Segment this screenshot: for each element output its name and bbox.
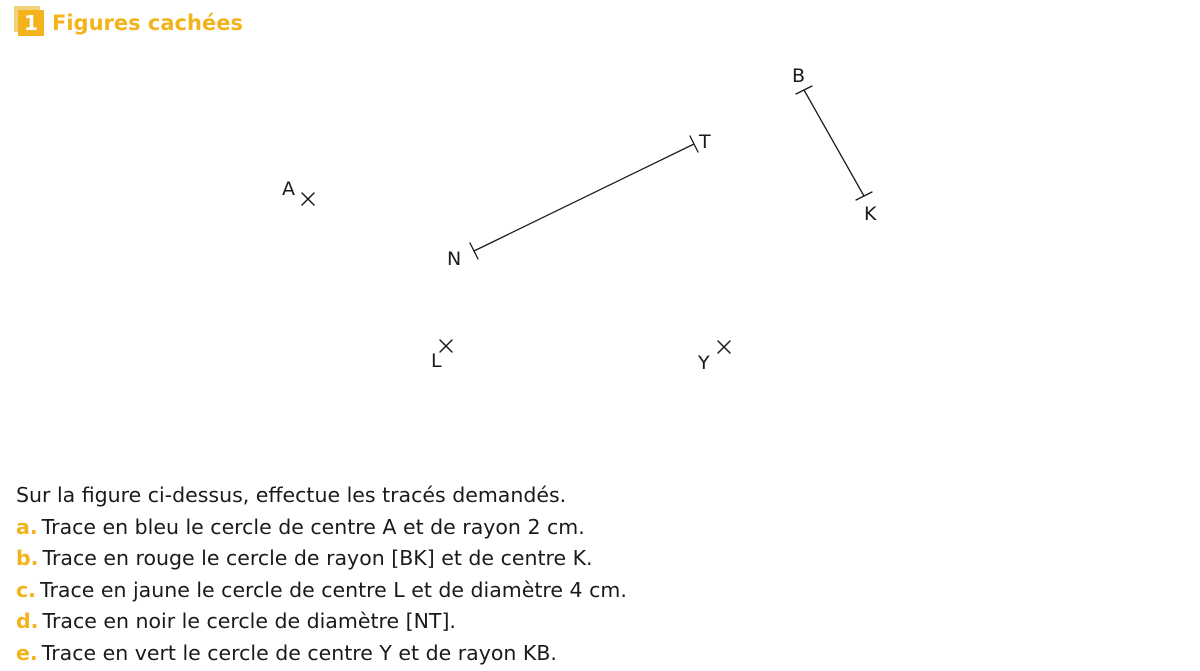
point-b-label: B — [792, 65, 806, 87]
segment-bk — [796, 86, 872, 200]
segment-nt — [470, 136, 698, 259]
instruction-item-d — [16, 606, 627, 638]
instruction-item-a — [16, 512, 627, 544]
instruction-text: Trace en bleu le cercle de centre A et de rayon 2 cm. — [41, 514, 585, 539]
point-n-label: N — [447, 248, 462, 270]
instruction-letter: e. — [16, 640, 38, 665]
instruction-letter: b. — [16, 546, 39, 571]
instruction-text: Trace en rouge le cercle de rayon [BK] et de centre K. — [42, 546, 593, 571]
exercise-title: Figures cachées — [52, 10, 243, 35]
tick-k — [856, 192, 872, 200]
instruction-letter: d. — [16, 609, 39, 634]
instruction-text: Trace en noir le cercle de diamètre [NT]. — [42, 609, 456, 634]
instruction-letter: c. — [16, 577, 36, 602]
instruction-text: Trace en vert le cercle de centre Y et de rayon KB. — [41, 640, 557, 665]
tick-b — [796, 86, 812, 94]
point-t-label: T — [699, 131, 711, 153]
instructions-intro: Sur la figure ci-dessus, effectue les tracés demandés. — [16, 483, 567, 507]
segment-bk-line — [804, 90, 864, 196]
point-a-marker — [302, 193, 314, 205]
tick-n — [470, 243, 478, 259]
point-k-label: K — [864, 203, 877, 225]
point-a-label: A — [282, 178, 295, 200]
instruction-text: Trace en jaune le cercle de centre L et de diamètre 4 cm. — [39, 577, 627, 602]
instruction-item-e — [16, 638, 627, 670]
point-l-label: L — [431, 350, 442, 372]
instruction-letter: a. — [16, 514, 38, 539]
instructions — [16, 480, 627, 670]
segment-nt-line — [474, 144, 694, 251]
instruction-item-c — [16, 575, 627, 607]
exercise-number: 1 — [18, 10, 44, 36]
point-y-marker — [718, 341, 730, 353]
tick-t — [690, 136, 698, 152]
point-y-label: Y — [698, 352, 710, 374]
instruction-item-b — [16, 543, 627, 575]
point-l-marker — [440, 340, 452, 352]
